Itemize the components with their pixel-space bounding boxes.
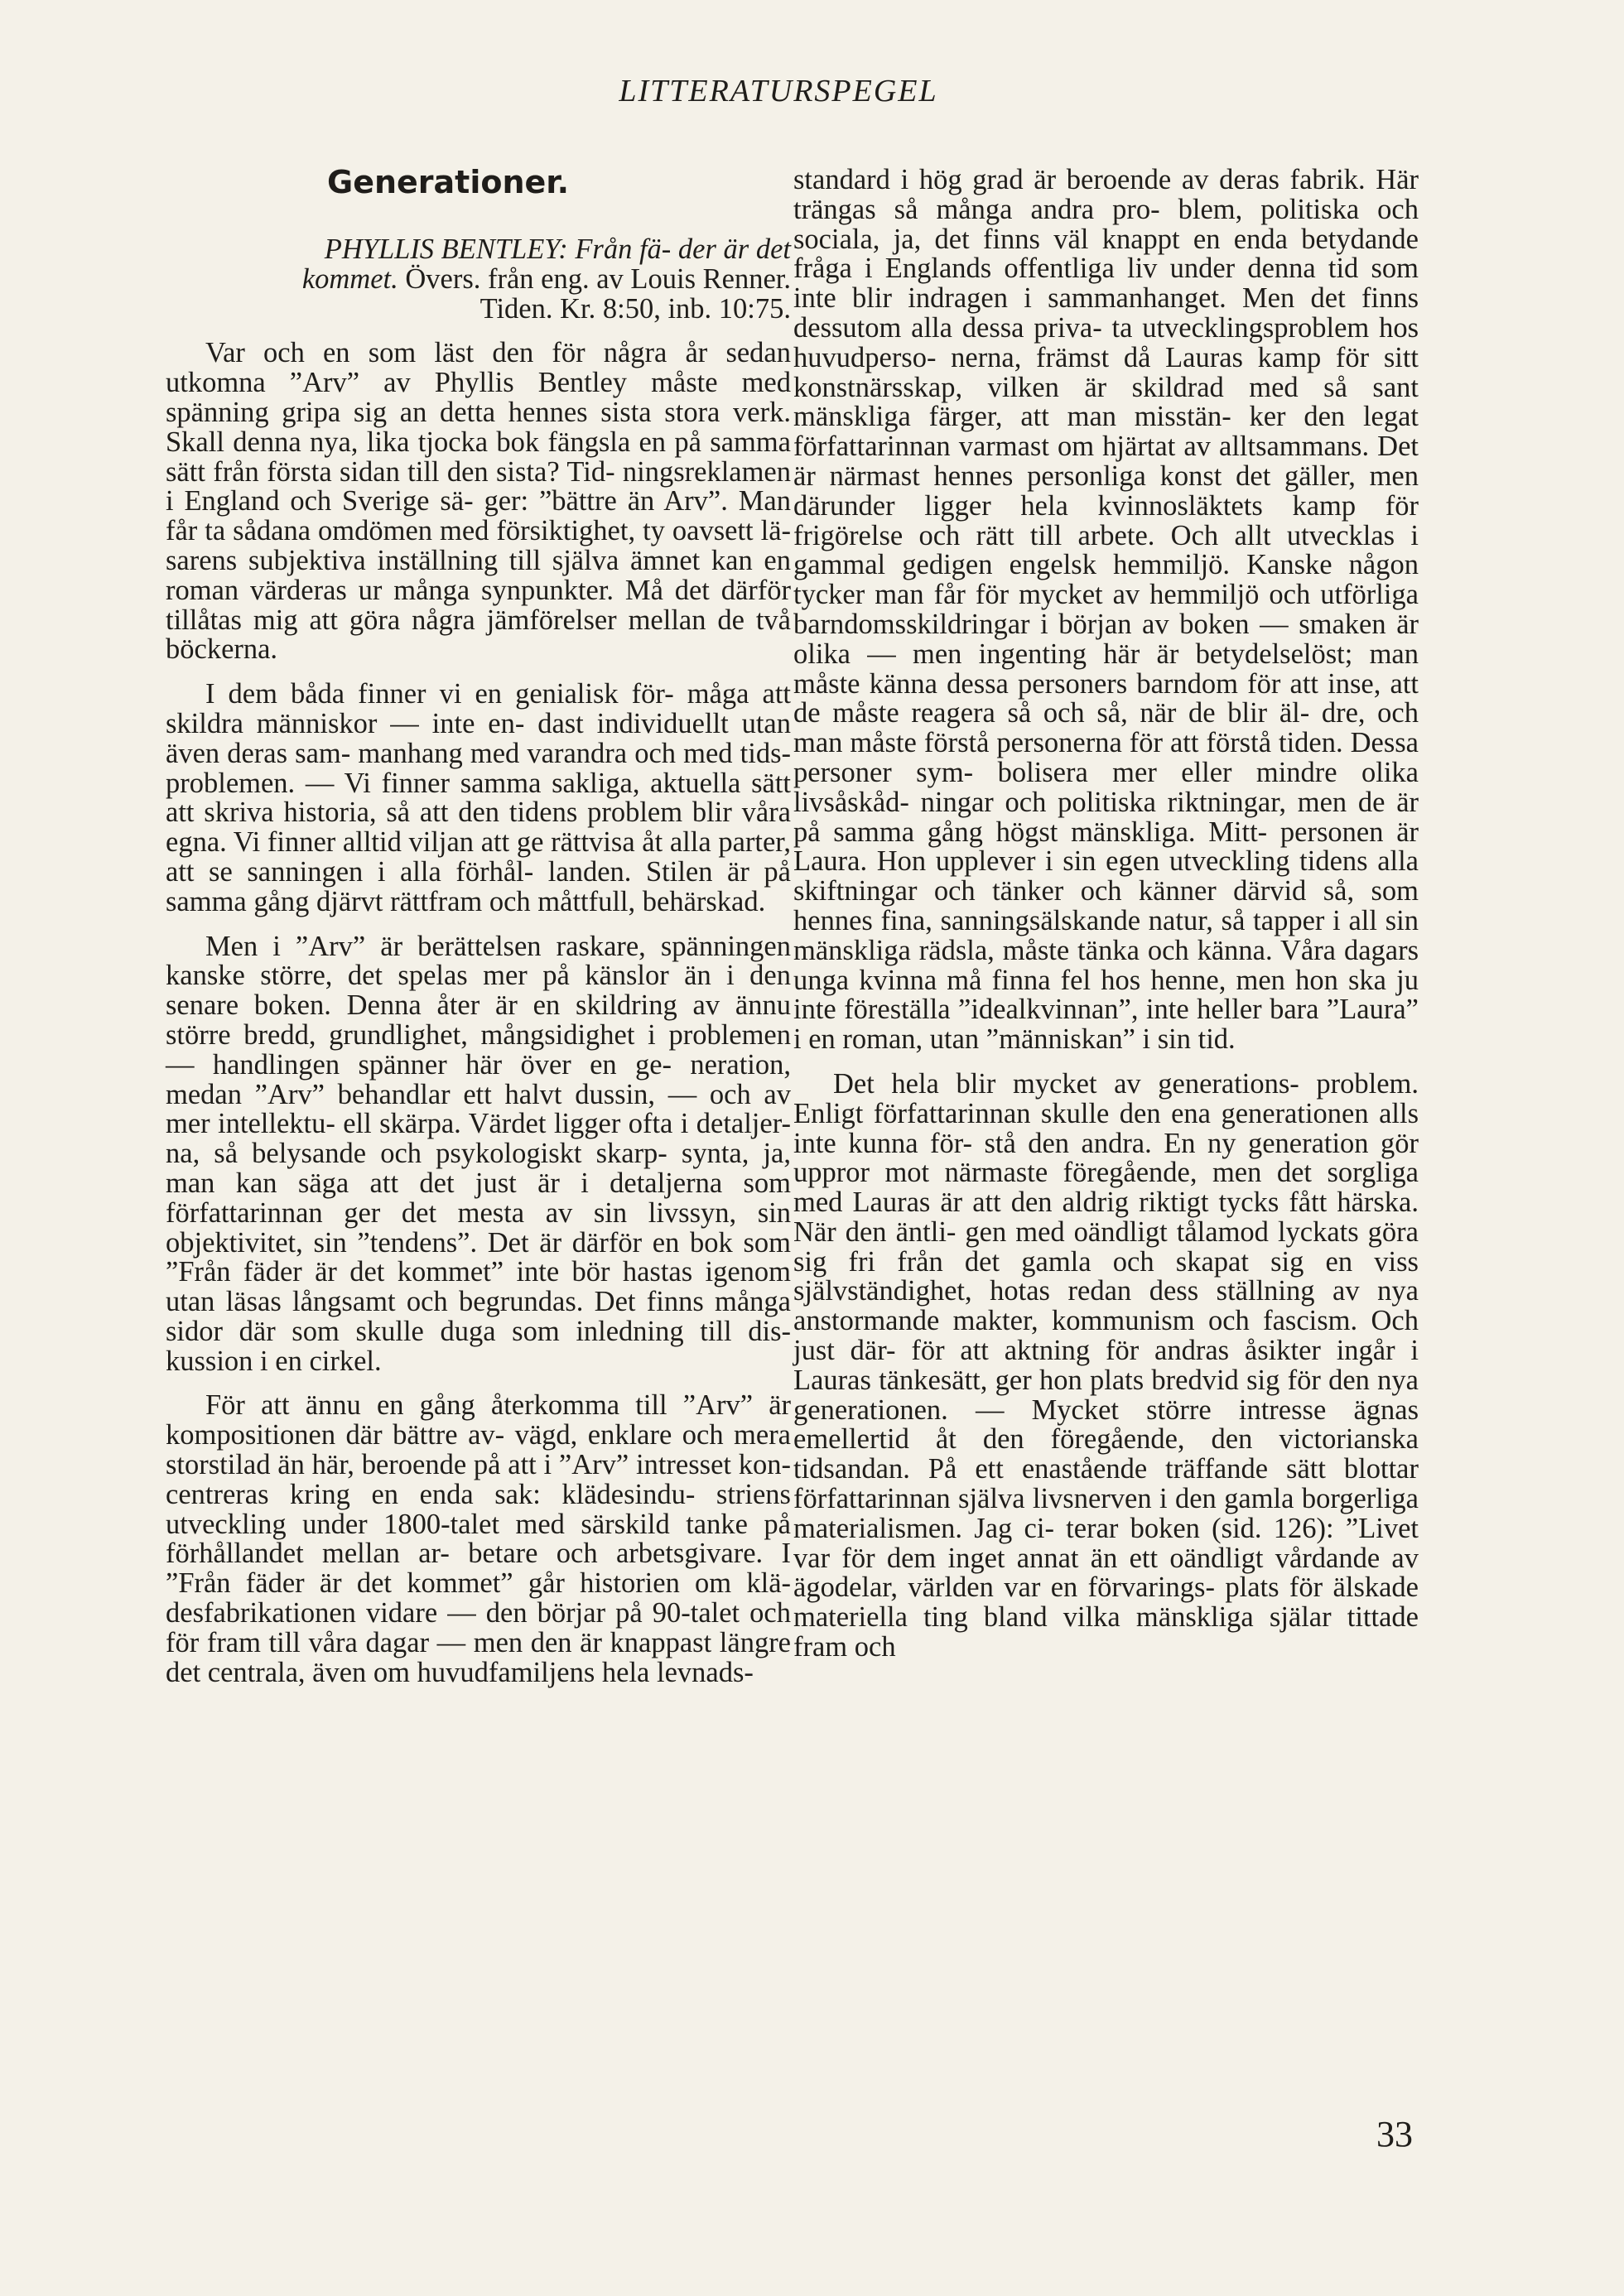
paragraph-3: Men i ”Arv” är berättelsen raskare, spänningen kanske större, det spelas mer på känslor än i den senare boken. Denna åter är en skildring av ännu större bredd, grundlighet, mångsidighet i problemen — handlingen spänner här över en ge- neration, medan ”Arv” behandlar ett halvt dussin, — och av mer intellektu- ell skärpa. Värdet ligger ofta i detaljer- na, så belysande och psykologiskt skarp- synta, ja, man kan säga att det just är i detaljerna som författarinnan ger det mesta av sin livssyn, sin objektivitet, sin ”tendens”. Det är därför en bok som ”Från fäder är det kommet” inte bör hastas igenom utan läsas långsamt och begrundas. Det finns många sidor där som skulle duga som inledning till dis- kussion i en cirkel. xyxy=(166,930,791,1377)
page-number: 33 xyxy=(1376,2114,1413,2154)
paragraph-5: standard i hög grad är beroende av deras fabrik. Här trängas så många andra pro- blem, politiska och sociala, ja, det finns väl knappt en enda betydande fråga i Englands offentliga liv under denna tid som inte blir indragen i sammanhanget. Men det finns dessutom alla dessa priva- ta utvecklingsproblem hos huvudperso- nerna, främst då Lauras kamp för sitt konstnärsskap, vilken är skildrad med så sant mänskliga färger, att man misstän- ker den legat författarinnan varmast om hjärtat av alltsammans. Det är närmast hennes personliga konst det gäller, men därunder ligger hela kvinnosläktets kamp för frigörelse och rätt till arbete. Och allt utvecklas i gammal gedigen engelsk hemmiljö. Kanske någon tycker man får för mycket av hemmiljö och utförliga barndomsskildringar i början av boken — smaken är olika — men ingenting här är betydelselöst; man måste känna dessa personers barndom för att inse, att de måste reagera så och så, när de blir äl- dre, och man måste förstå personerna för att förstå tiden. Dessa personer sym- bolisera mer eller mindre olika livsåskåd- ningar och politiska riktningar, men de är på samma gång högst mänskliga. Mitt- personen är Laura. Hon upplever i sin egen utveckling tidens alla skiftningar och tänker och känner därvid så, som hennes fina, sanningsälskande natur, så tapper i all sin mänskliga rädsla, måste tänka och känna. Våra dagars unga kvinna må finna fel hos henne, men hon ska ju inte föreställa ”idealkvinnan”, inte heller bara ”Laura” i en roman, utan ”människan” i sin tid. xyxy=(793,164,1419,1056)
book-citation xyxy=(294,235,791,324)
citation-author-title: PHYLLIS BENTLEY: Från fä- der är det kommet. xyxy=(301,233,791,295)
paragraph-2: I dem båda finner vi en genialisk för- måga att skildra människor — inte en- dast individuellt utan även deras sam- manhang med varandra och med tids- problemen. — Vi finner samma sakliga, aktuella sätt att skriva historia, så att den tidens problem blir våra egna. Vi finner alltid viljan att ge rättvisa åt alla parter, att se sanningen i alla förhål- landen. Stilen är på samma gång djärvt rättfram och måttfull, behärskad. xyxy=(166,678,791,917)
left-column xyxy=(166,166,791,1687)
paragraph-4: För att ännu en gång återkomma till ”Arv” är kompositionen där bättre av- vägd, enklare och mera storstilad än här, beroende på att i ”Arv” intresset kon- centreras kring en enda sak: klädesindu- striens utveckling under 1800-talet med särskild tanke på förhållandet mellan ar- betare och arbetsgivare. I ”Från fäder är det kommet” går historien om klä- desfabrikationen vidare — den börjar på 90-talet och för fram till våra dagar — men den är knappast längre det centrala, även om huvudfamiljens hela levnads- xyxy=(166,1389,791,1688)
paragraph-6: Det hela blir mycket av generations- problem. Enligt författarinnan skulle den ena generationen alls inte kunna för- stå den andra. En ny generation gör uppror mot närmaste föregående, men det sorgliga med Lauras är att den aldrig riktigt tycks fått härska. När den äntli- gen med oändligt tålamod lyckats göra sig fri från det gamla och skapat sig en viss självständighet, hotas redan dess ställning av nya anstormande makter, kommunism och fascism. Och just där- för att aktning för andras åsikter ingår i Lauras tänkesätt, ger hon plats bredvid sig för den nya generationen. — Mycket större intresse ägnas emellertid åt den föregående, den victorianska tidsandan. På ett enastående träffande sätt blottar författarinnan själva livsnerven i den gamla borgerliga materialismen. Jag ci- terar boken (sid. 126): ”Livet var för dem inget annat än ett oändligt vårdande av ägodelar, världen var en förvarings- plats för älskade materiella ting bland vilka mänskliga själar tittade fram och xyxy=(793,1067,1419,1663)
paragraph-1: Var och en som läst den för några år sedan utkomna ”Arv” av Phyllis Bentley måste med spänning gripa sig an detta hennes sista stora verk. Skall denna nya, lika tjocka bok fängsla en på samma sätt från första sidan till den sista? Tid- ningsreklamen i England och Sverige sä- ger: ”bättre än Arv”. Man får ta sådana omdömen med försiktighet, ty oavsett lä- sarens subjektiva inställning till själva ämnet kan en roman värderas ur många synpunkter. Må det därför tillåtas mig att göra några jämförelser mellan de två böckerna. xyxy=(166,337,791,666)
right-column xyxy=(793,166,1419,1663)
running-head: LITTERATURSPEGEL xyxy=(619,74,938,108)
citation-details: Övers. från eng. av Louis Renner. Tiden. Kr. 8:50, inb. 10:75. xyxy=(405,262,791,325)
article-title: Generationer. xyxy=(327,164,570,200)
